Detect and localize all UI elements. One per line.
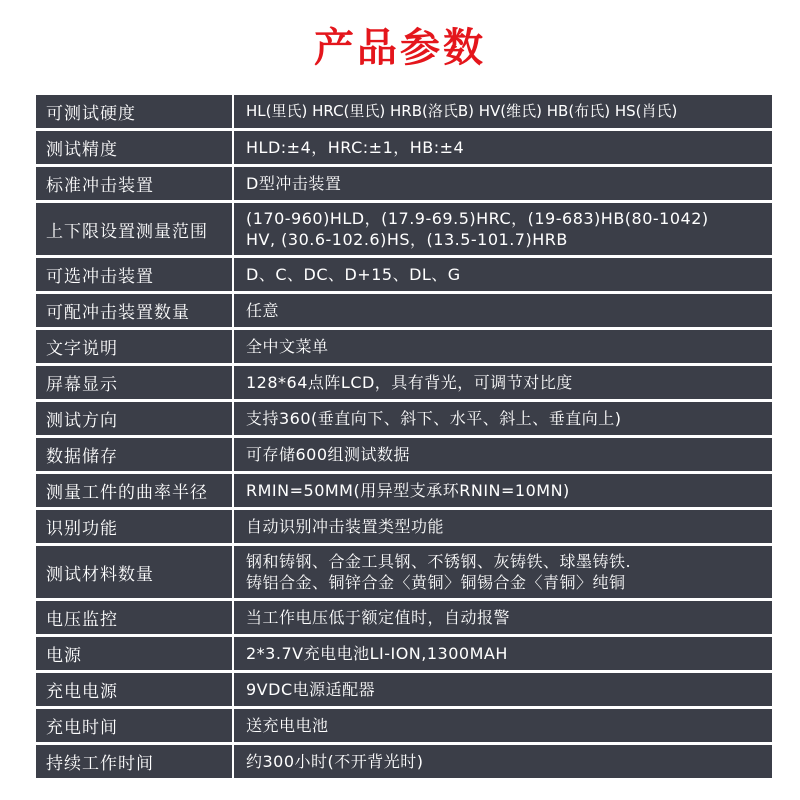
- table-row: [36, 294, 772, 327]
- row-label: 数据储存: [46, 447, 118, 467]
- row-value: 约300小时(不开背光时): [246, 752, 424, 771]
- table-row: [36, 131, 772, 164]
- row-value: 9VDC电源适配器: [246, 680, 376, 699]
- row-label: 上下限设置测量范围: [46, 221, 208, 242]
- row-label: 电源: [46, 646, 82, 666]
- table-row: [36, 709, 772, 742]
- row-value: 自动识别冲击装置类型功能: [246, 517, 445, 536]
- row-value: 当工作电压低于额定值时，自动报警: [246, 608, 511, 627]
- table-row: [36, 474, 772, 507]
- row-label: 测试材料数量: [46, 564, 154, 585]
- row-label: 持续工作时间: [46, 754, 154, 774]
- row-label: 电压监控: [46, 610, 118, 630]
- table-row: [36, 95, 772, 128]
- row-value: RMIN=50MM(用异型支承环RNIN=10MN): [246, 481, 570, 500]
- parameters-table: [36, 95, 772, 781]
- row-value: 128*64点阵LCD，具有背光，可调节对比度: [246, 373, 573, 392]
- table-row: [36, 637, 772, 670]
- row-value: HLD:±4，HRC:±1，HB:±4: [246, 138, 465, 157]
- row-value: D型冲击装置: [246, 174, 342, 193]
- row-label: 充电电源: [46, 682, 118, 702]
- row-value: 送充电电池: [246, 716, 329, 735]
- row-value: 可存储600组测试数据: [246, 445, 411, 464]
- row-label: 屏幕显示: [46, 375, 118, 395]
- table-row: [36, 366, 772, 399]
- row-label: 可测试硬度: [46, 104, 136, 124]
- row-value: 钢和铸钢、合金工具钢、不锈钢、灰铸铁、球墨铸铁. 铸铝合金、铜锌合金〈黄铜〉铜锡合金〈青铜〉纯铜: [246, 552, 632, 592]
- table-row: [36, 673, 772, 706]
- table-row: [36, 167, 772, 200]
- table-row: [36, 601, 772, 634]
- row-value: 支持360(垂直向下、斜下、水平、斜上、垂直向上): [246, 409, 622, 428]
- table-row: [36, 402, 772, 435]
- table-row: [36, 203, 772, 255]
- page-title: 产品参数: [314, 25, 486, 71]
- row-label: 测试方向: [46, 411, 118, 431]
- table-row: [36, 546, 772, 598]
- row-value: HL(里氏) HRC(里氏) HRB(洛氏B) HV(维氏) HB(布氏) HS(肖氏): [246, 102, 678, 120]
- row-value: 任意: [246, 301, 280, 320]
- row-label: 测量工件的曲率半径: [46, 483, 208, 503]
- table-row: [36, 258, 772, 291]
- row-value: (170-960)HLD，(17.9-69.5)HRC，(19-683)HB(80-1042) HV, (30.6-102.6)HS，(13.5-101.7)HRB: [246, 209, 709, 249]
- row-label: 标准冲击装置: [46, 176, 154, 196]
- table-row: [36, 438, 772, 471]
- row-value: 全中文菜单: [246, 337, 329, 356]
- table-row: [36, 510, 772, 543]
- row-value: 2*3.7V充电电池LI-ION,1300MAH: [246, 644, 508, 663]
- row-label: 测试精度: [46, 140, 118, 160]
- row-label: 文字说明: [46, 339, 118, 359]
- table-row: [36, 330, 772, 363]
- row-label: 可配冲击装置数量: [46, 303, 190, 323]
- row-value: D、C、DC、D+15、DL、G: [246, 265, 461, 284]
- row-label: 识别功能: [46, 519, 118, 539]
- row-label: 可选冲击装置: [46, 267, 154, 287]
- table-row: [36, 745, 772, 778]
- row-label: 充电时间: [46, 718, 118, 738]
